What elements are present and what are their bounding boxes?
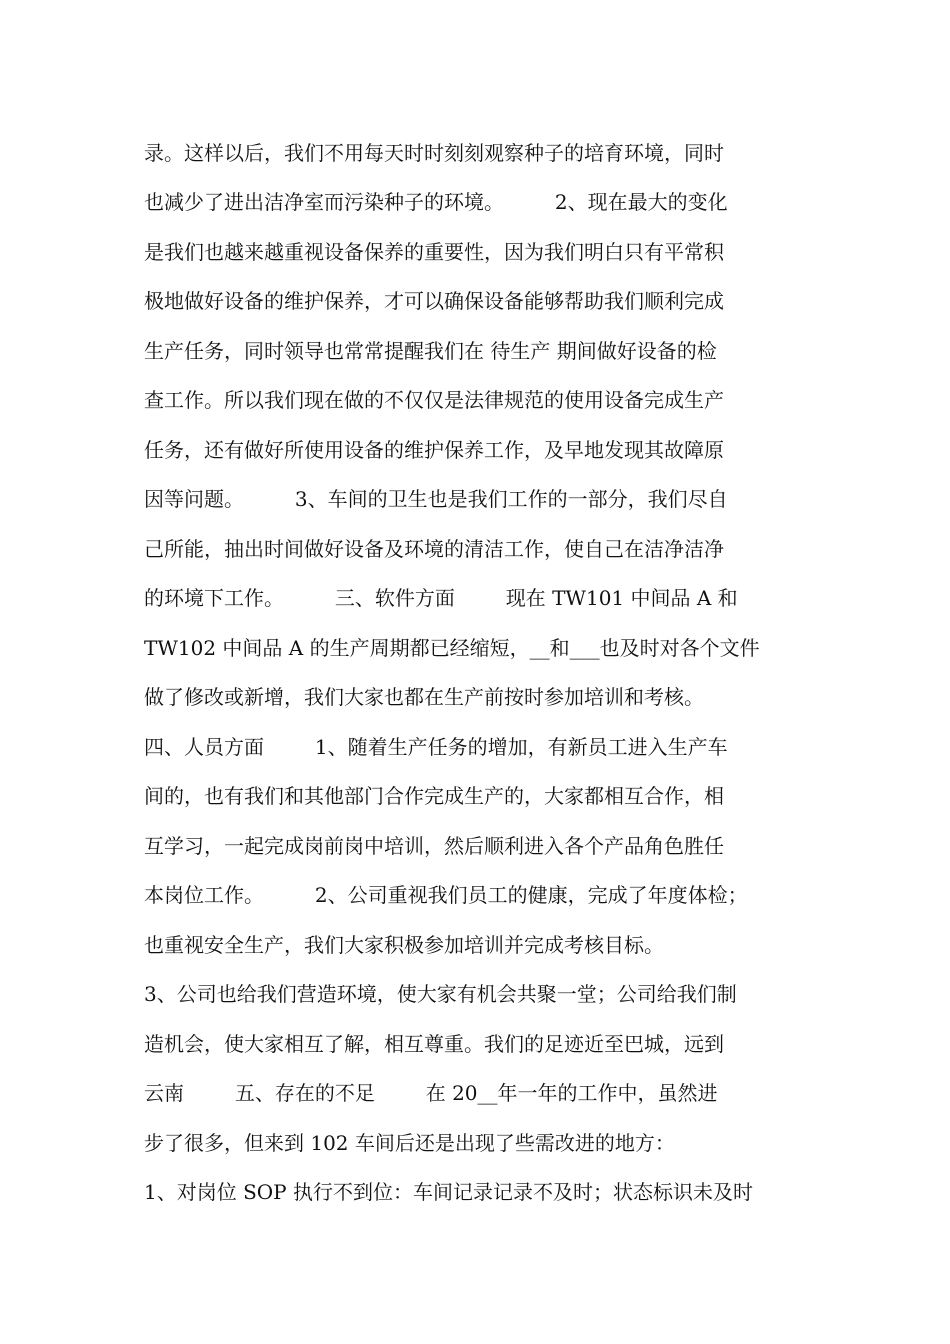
- text-line: 本岗位工作。 2、公司重视我们员工的健康，完成了年度体检；: [144, 883, 748, 907]
- text-line: 任务，还有做好所使用设备的维护保养工作，及早地发现其故障原: [144, 438, 724, 462]
- text-line: 生产任务，同时领导也常常提醒我们在 待生产 期间做好设备的检: [144, 339, 717, 363]
- text-line: TW102 中间品 A 的生产周期都已经缩短，__和___也及时对各个文件: [144, 636, 760, 660]
- text-line: 云南 五、存在的不足 在 20__年一年的工作中，虽然进: [144, 1081, 718, 1105]
- text-line: 步了很多，但来到 102 车间后还是出现了些需改进的地方：: [144, 1131, 675, 1155]
- text-line: 极地做好设备的维护保养，才可以确保设备能够帮助我们顺利完成: [144, 289, 724, 313]
- text-line: 互学习，一起完成岗前岗中培训，然后顺利进入各个产品角色胜任: [144, 834, 724, 858]
- text-line: 造机会，使大家相互了解，相互尊重。我们的足迹近至巴城，远到: [144, 1032, 724, 1056]
- text-line: 间的，也有我们和其他部门合作完成生产的，大家都相互合作，相: [144, 784, 724, 808]
- text-line: 3、公司也给我们营造环境，使大家有机会共聚一堂；公司给我们制: [144, 982, 737, 1006]
- text-line: 是我们也越来越重视设备保养的重要性，因为我们明白只有平常积: [144, 240, 724, 264]
- text-line: 录。这样以后，我们不用每天时时刻刻观察种子的培育环境，同时: [144, 141, 724, 165]
- text-line: 的环境下工作。 三、软件方面 现在 TW101 中间品 A 和: [144, 586, 738, 610]
- text-line: 四、人员方面 1、随着生产任务的增加，有新员工进入生产车: [144, 735, 728, 759]
- text-line: 也重视安全生产，我们大家积极参加培训并完成考核目标。: [144, 933, 664, 957]
- text-line: 也减少了进出洁净室而污染种子的环境。 2、现在最大的变化: [144, 190, 728, 214]
- text-line: 己所能，抽出时间做好设备及环境的清洁工作，使自己在洁净洁净: [144, 537, 724, 561]
- text-line: 做了修改或新增，我们大家也都在生产前按时参加培训和考核。: [144, 685, 704, 709]
- text-line: 查工作。所以我们现在做的不仅仅是法律规范的使用设备完成生产: [144, 388, 724, 412]
- text-line: 1、对岗位 SOP 执行不到位：车间记录记录不及时；状态标识未及时: [144, 1180, 753, 1204]
- text-line: 因等问题。 3、车间的卫生也是我们工作的一部分，我们尽自: [144, 487, 728, 511]
